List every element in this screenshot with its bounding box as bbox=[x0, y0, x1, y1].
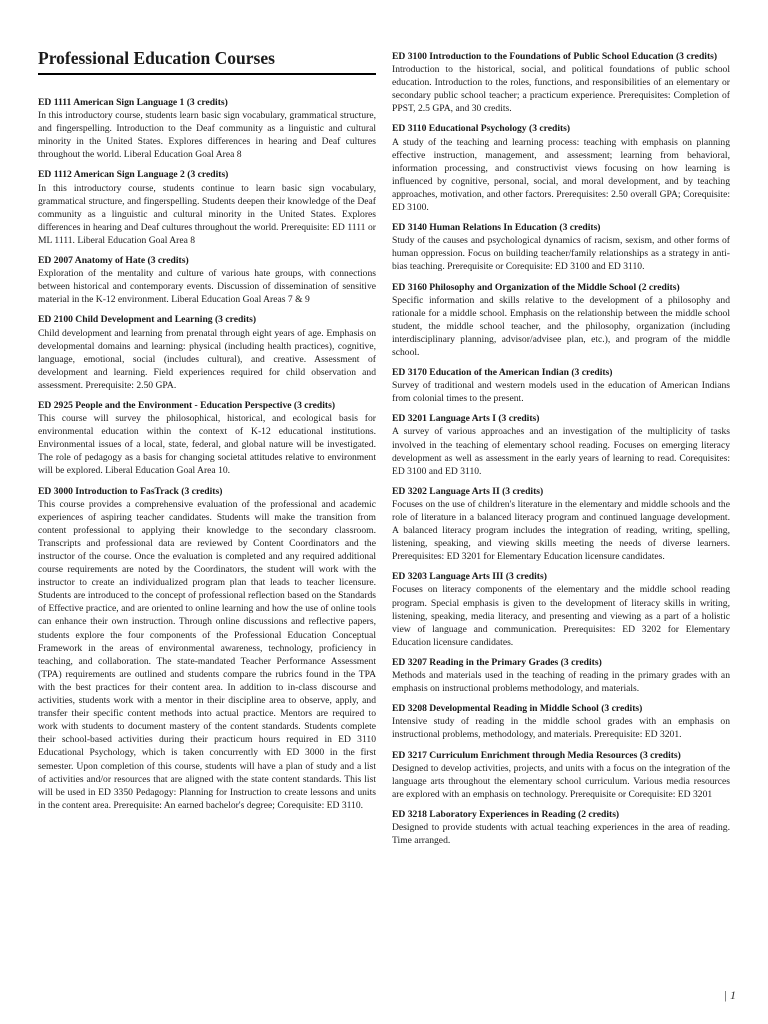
course-title: ED 1111 American Sign Language 1 (3 credits) bbox=[38, 97, 228, 108]
course-title: ED 1112 American Sign Language 2 (3 credits) bbox=[38, 169, 229, 181]
course-entry bbox=[38, 485, 376, 812]
course-title: ED 3218 Laboratory Experiences in Reading (2 credits) bbox=[392, 808, 620, 820]
course-title: ED 3100 Introduction to the Foundations of Public School Education (3 credits) bbox=[392, 51, 718, 62]
course-description: Introduction to the historical, social, and political foundations of public school education. Introduction to the roles, functions, and responsibilities of an elementary or secondary public school teacher; a practicum experience. Prerequisites: Completion of PPST, 2.5 GPA, and 30 credits. bbox=[392, 64, 730, 115]
left-course-list bbox=[38, 96, 376, 812]
course-description: Study of the causes and psychological dynamics of racism, sexism, and other forms of human oppression. Focus on building teacher/family relationships as a strategy in anti-bias teaching. Prerequisite or Corequisite: ED 3100 and ED 3110. bbox=[392, 235, 730, 273]
course-entry bbox=[392, 221, 730, 273]
course-description: Methods and materials used in the teaching of reading in the primary grades with an emphasis on instructional problems methodology, and materials. bbox=[392, 670, 730, 695]
course-description: This course will survey the philosophical, historical, and ecological basis for environmental education within the context of K-12 educational institutions. Environmental issues of a local, state, federal, and global nature will be investigated. The role of pedagogy as a basis for changing societal attitudes relative to environment will be explored. Liberal Education Goal Area 10. bbox=[38, 413, 376, 477]
course-title: ED 2925 People and the Environment - Education Perspective (3 credits) bbox=[38, 399, 336, 411]
course-entry bbox=[38, 313, 376, 392]
course-description: Specific information and skills relative to the development of a philosophy and rationale for a middle school. Emphasis on the relationship between the middle school student, the middle school teacher, and the philosophy, organization (including interdisciplinary planning, advisor/advisee plan, etc.), and program of the middle school. bbox=[392, 294, 730, 358]
course-description: A study of the teaching and learning process: teaching with emphasis on planning effective instruction, management, and assessment; learning from behavioral, information processing, and constructivist views focusing on how learning is influenced by cognitive, personal, social, and moral development, and by teaching approaches, motivation, and other factors. Prerequisites: 2.50 overall GPA; Corequisite: ED 3100. bbox=[392, 136, 730, 214]
course-entry bbox=[38, 399, 376, 478]
course-entry bbox=[392, 366, 730, 405]
course-description: In this introductory course, students continue to learn basic sign vocabulary, grammatical structure, and fingerspelling. Students deepen their knowledge of the Deaf community as a linguistic and cultural minority in the United States. Explores differences in hearing and Deaf cultures throughout the world. Prerequisite: ED 1111 or ML 1111. Liberal Education Goal Area 8 bbox=[38, 182, 376, 246]
course-description: Survey of traditional and western models used in the education of American Indians from colonial times to the present. bbox=[392, 380, 730, 405]
course-description: Focuses on literacy components of the elementary and the middle school reading program. Special emphasis is given to the development of literacy skills in writing, listening, speaking, media literacy, and presenting and viewing as a part of a holistic view of language and communication. Prerequisites: ED 3202 for Elementary Education licensure candidates. bbox=[392, 584, 730, 648]
course-entry bbox=[392, 702, 730, 741]
course-description: Exploration of the mentality and culture of various hate groups, with connections between historical and contemporary events. Discussion of dissemination of sensitive material in the K-12 environment. Liberal Education Goal Areas 7 & 9 bbox=[38, 268, 376, 306]
right-course-list bbox=[392, 50, 730, 847]
left-column bbox=[38, 0, 376, 819]
course-entry bbox=[392, 749, 730, 801]
course-title: ED 3170 Education of the American Indian (3 credits) bbox=[392, 367, 613, 379]
course-title: ED 3201 Language Arts I (3 credits) bbox=[392, 413, 540, 425]
course-title: ED 2100 Child Development and Learning (3 credits) bbox=[38, 314, 257, 326]
course-title: ED 3110 Educational Psychology (3 credits) bbox=[392, 123, 571, 135]
course-description: Focuses on the use of children's literature in the elementary and middle schools and the role of literature in a balanced literacy program and continued language development. A balanced literacy program includes the integration of reading, writing, spelling, listening, speaking, and viewing skills meeting the needs of diverse learners. Prerequisites: ED 3201 for Elementary Education licensure candidates. bbox=[392, 498, 730, 563]
course-title: ED 3202 Language Arts II (3 credits) bbox=[392, 485, 544, 497]
course-description: Child development and learning from prenatal through eight years of age. Emphasis on developmental domains and learning: physical (including health practices), cognitive, language, emotional, social (includes cultural), and creative. Assessment of development and learning. Field experiences required for child observation and assessment. Prerequisite: 2.50 GPA. bbox=[38, 327, 376, 391]
course-entry bbox=[392, 570, 730, 649]
course-entry bbox=[392, 656, 730, 695]
course-entry bbox=[392, 412, 730, 477]
course-entry bbox=[392, 122, 730, 214]
course-entry bbox=[392, 808, 730, 847]
page-number: | 1 bbox=[723, 988, 736, 1002]
course-title: ED 3207 Reading in the Primary Grades (3 credits) bbox=[392, 656, 602, 668]
course-description: This course provides a comprehensive evaluation of the professional and academic experiences of aspiring teacher candidates. Students will make the transition from content professional to applying their knowledge to the secondary classroom. Transcripts and professional data are reviewed by Content Coordinators and the instructor of the course. Once the evaluation is completed and any required additional course requirements are noted by the Coordinators, the student will work with the instructor to create an individualized program plan that leads to teacher licensure. Students are introduced to the concept of professional reflection based on the Standards of Effective practice, and are oriented to online learning and how the use of online tools can enhance their own instruction. Through online discussions and reflective papers, students explore the four components of the Professional Education Conceptual Framework in the areas of environmental awareness, technology, proficiency in teaching, and collaboration. The state-mandated Teacher Performance Assessment (TPA) requirements are outlined and students compare the rubrics found in the TPA with the best practices for their content area. In addition to in-class discourse and activities, students work with a mentor in their discipline area to observe, apply, and transfer their specific content methods into actual practice. Mentors are required to work with students to document mastery of the content standards. Students complete their school-based activities during their practicum hours required in ED 3110 Educational Psychology, which is taken concurrently with ED 3000 in the first semester. Upon completion of this course, students will have a plan of study and a list of activities and/or resources that are aligned with the state content standards. This list will be used in ED 3350 Pedagogy: Planning for Instruction to create lessons and units in the content area. Prerequisite: An earned bachelor's degree; Corequisite: ED 3110. bbox=[38, 498, 376, 811]
course-title: ED 3000 Introduction to FasTrack (3 credits) bbox=[38, 485, 223, 497]
course-entry bbox=[38, 168, 376, 247]
course-entry bbox=[392, 50, 730, 115]
course-description: In this introductory course, students learn basic sign vocabulary, grammatical structure, and fingerspelling. Introduction to the Deaf community as a linguistic and cultural minority in the United States. Explores differences in hearing and Deaf cultures throughout the world. Liberal Education Goal Area 8 bbox=[38, 110, 376, 161]
course-description: Intensive study of reading in the middle school grades with an emphasis on instructional problems, methodology, and materials. Prerequisite: ED 3201. bbox=[392, 716, 730, 741]
course-title: ED 2007 Anatomy of Hate (3 credits) bbox=[38, 255, 189, 267]
section-title: Professional Education Courses bbox=[38, 47, 376, 75]
course-entry bbox=[38, 254, 376, 306]
course-title: ED 3208 Developmental Reading in Middle School (3 credits) bbox=[392, 703, 643, 715]
course-entry bbox=[392, 485, 730, 564]
course-entry bbox=[392, 281, 730, 360]
course-title: ED 3217 Curriculum Enrichment through Media Resources (3 credits) bbox=[392, 749, 681, 761]
course-entry bbox=[38, 96, 376, 161]
course-title: ED 3203 Language Arts III (3 credits) bbox=[392, 571, 547, 583]
course-description: Designed to provide students with actual teaching experiences in the area of reading. Time arranged. bbox=[392, 821, 730, 847]
course-description: Designed to develop activities, projects, and units with a focus on the integration of the language arts throughout the elementary school curriculum. Various media resources are explored with an emphasis on technology. Prerequisite or Corequisite: ED 3201 bbox=[392, 762, 730, 800]
course-title: ED 3160 Philosophy and Organization of the Middle School (2 credits) bbox=[392, 281, 680, 293]
right-column bbox=[392, 0, 730, 854]
course-description: A survey of various approaches and an investigation of the multiplicity of tasks involved in the teaching of elementary school reading. Focuses on emerging literacy development as well as assessment in the early years of learning to read. Corequisites: ED 3100 and ED 3110. bbox=[392, 426, 730, 477]
course-title: ED 3140 Human Relations In Education (3 credits) bbox=[392, 222, 601, 234]
